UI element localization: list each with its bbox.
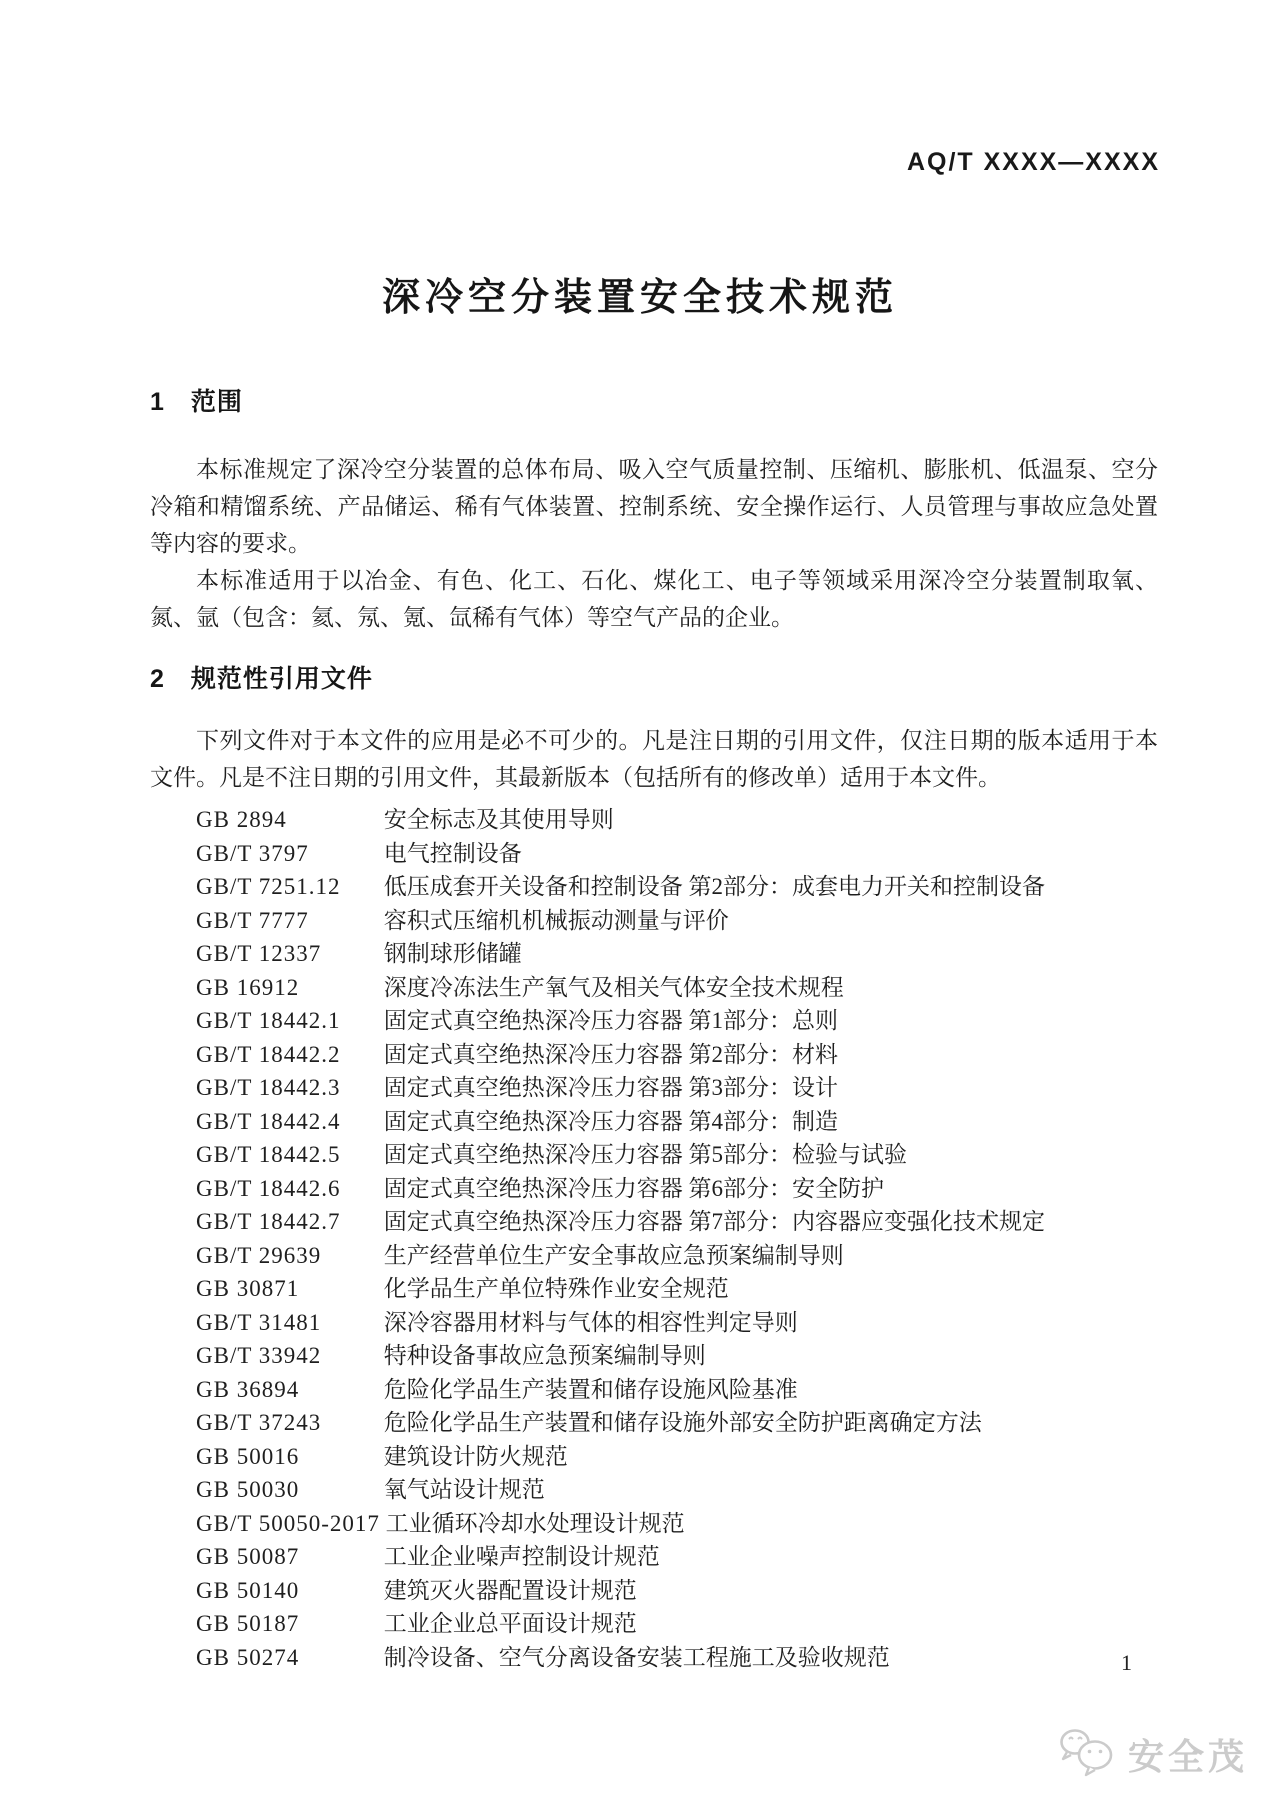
reference-code: GB 2894	[196, 807, 287, 832]
reference-item	[196, 1172, 1158, 1206]
reference-code: GB/T 12337	[196, 941, 322, 966]
reference-item	[196, 837, 1158, 871]
reference-code: GB/T 50050-2017	[196, 1510, 380, 1536]
reference-item	[196, 1239, 1158, 1273]
reference-code: GB 50187	[196, 1611, 300, 1636]
reference-item	[196, 937, 1158, 971]
section-2-heading	[150, 663, 1158, 695]
reference-title: 固定式真空绝热深冷压力容器 第1部分：总则	[383, 1008, 838, 1033]
reference-code: GB/T 18442.6	[196, 1175, 341, 1201]
reference-code: GB/T 18442.1	[196, 1008, 341, 1033]
reference-code: GB 50140	[196, 1577, 300, 1603]
document-body	[150, 386, 1158, 1674]
reference-item	[196, 803, 1158, 837]
reference-title: 特种设备事故应急预案编制导则	[383, 1343, 706, 1368]
reference-item	[196, 1607, 1158, 1641]
wechat-icon	[1056, 1726, 1118, 1783]
reference-item	[196, 1105, 1158, 1139]
reference-item	[196, 1574, 1158, 1608]
reference-item	[196, 1138, 1158, 1172]
reference-title: 危险化学品生产装置和储存设施风险基准	[383, 1376, 798, 1402]
reference-code: GB/T 37243	[196, 1410, 322, 1435]
section-1-heading	[150, 386, 1158, 418]
reference-code: GB/T 31481	[196, 1309, 322, 1335]
reference-title: 工业企业总平面设计规范	[383, 1611, 637, 1636]
reference-code: GB/T 3797	[196, 840, 309, 866]
reference-title: 工业循环冷却水处理设计规范	[385, 1510, 685, 1536]
standard-code: AQ/T XXXX—XXXX	[906, 148, 1160, 176]
reference-code: GB/T 18442.2	[196, 1041, 341, 1067]
reference-title: 化学品生产单位特殊作业安全规范	[383, 1276, 729, 1301]
document-title: 深冷空分装置安全技术规范	[381, 277, 898, 319]
reference-code: GB 30871	[196, 1276, 300, 1301]
reference-code: GB 36894	[196, 1376, 300, 1402]
reference-code: GB/T 18442.7	[196, 1209, 341, 1234]
reference-code: GB/T 18442.4	[196, 1108, 341, 1134]
reference-code: GB 50087	[196, 1544, 300, 1569]
reference-item	[196, 1440, 1158, 1474]
page-number: 1	[1121, 1650, 1132, 1675]
reference-title: 固定式真空绝热深冷压力容器 第4部分：制造	[383, 1108, 838, 1134]
reference-title: 制冷设备、空气分离设备安装工程施工及验收规范	[383, 1644, 890, 1670]
reference-title: 深冷容器用材料与气体的相容性判定导则	[383, 1309, 798, 1335]
reference-title: 工业企业噪声控制设计规范	[383, 1544, 660, 1569]
reference-title: 钢制球形储罐	[383, 941, 522, 966]
reference-title: 容积式压缩机机械振动测量与评价	[383, 907, 729, 933]
reference-item	[196, 870, 1158, 904]
reference-title: 固定式真空绝热深冷压力容器 第2部分：材料	[383, 1041, 838, 1067]
watermark-brand: 安全茂	[1127, 1736, 1248, 1777]
reference-item	[196, 1507, 1158, 1541]
reference-list	[150, 803, 1158, 1674]
reference-item	[196, 1038, 1158, 1072]
watermark	[1056, 1726, 1248, 1783]
section-2-title: 规范性引用文件	[190, 665, 373, 693]
section-2-number: 2	[150, 665, 165, 693]
reference-item	[196, 1306, 1158, 1340]
reference-item	[196, 1004, 1158, 1038]
reference-code: GB 50016	[196, 1443, 300, 1469]
reference-code: GB/T 29639	[196, 1242, 322, 1268]
reference-item	[196, 1339, 1158, 1373]
reference-code: GB/T 7251.12	[196, 874, 341, 899]
reference-code: GB 50030	[196, 1477, 300, 1502]
section-1-title: 范围	[190, 388, 243, 416]
reference-item	[196, 971, 1158, 1005]
reference-title: 氧气站设计规范	[383, 1477, 545, 1502]
reference-title: 固定式真空绝热深冷压力容器 第3部分：设计	[383, 1075, 838, 1100]
reference-item	[196, 1540, 1158, 1574]
reference-title: 建筑灭火器配置设计规范	[383, 1577, 637, 1603]
reference-title: 建筑设计防火规范	[383, 1443, 568, 1469]
reference-code: GB/T 33942	[196, 1343, 322, 1368]
references-intro-paragraph: 下列文件对于本文件的应用是必不可少的。凡是注日期的引用文件，仅注日期的版本适用于本文件。凡是不注日期的引用文件，其最新版本（包括所有的修改单）适用于本文件。	[150, 728, 1158, 790]
reference-code: GB/T 18442.3	[196, 1075, 341, 1100]
reference-title: 固定式真空绝热深冷压力容器 第5部分：检验与试验	[383, 1142, 907, 1167]
reference-code: GB 50274	[196, 1644, 300, 1670]
reference-code: GB 16912	[196, 974, 300, 1000]
reference-title: 安全标志及其使用导则	[383, 807, 614, 832]
reference-item	[196, 1473, 1158, 1507]
reference-title: 固定式真空绝热深冷压力容器 第7部分：内容器应变强化技术规定	[383, 1209, 1045, 1234]
reference-title: 低压成套开关设备和控制设备 第2部分：成套电力开关和控制设备	[383, 874, 1045, 899]
reference-item	[196, 1373, 1158, 1407]
reference-title: 固定式真空绝热深冷压力容器 第6部分：安全防护	[383, 1175, 884, 1201]
reference-item	[196, 1071, 1158, 1105]
reference-item	[196, 1272, 1158, 1306]
reference-item	[196, 1406, 1158, 1440]
reference-item	[196, 1641, 1158, 1675]
reference-item	[196, 1205, 1158, 1239]
reference-item	[196, 904, 1158, 938]
reference-title: 电气控制设备	[383, 840, 522, 866]
scope-paragraph-1: 本标准规定了深冷空分装置的总体布局、吸入空气质量控制、压缩机、膨胀机、低温泵、空分冷箱和精馏系统、产品储运、稀有气体装置、控制系统、安全操作运行、人员管理与事故应急处置等内容的要求。	[150, 457, 1158, 556]
reference-code: GB/T 7777	[196, 907, 309, 933]
scope-paragraph-2: 本标准适用于以冶金、有色、化工、石化、煤化工、电子等领域采用深冷空分装置制取氧、氮、氩（包含：氦、氖、氪、氙稀有气体）等空气产品的企业。	[150, 568, 1158, 630]
reference-title: 危险化学品生产装置和储存设施外部安全防护距离确定方法	[383, 1410, 982, 1435]
section-1-number: 1	[150, 388, 165, 416]
reference-code: GB/T 18442.5	[196, 1142, 341, 1167]
reference-title: 深度冷冻法生产氧气及相关气体安全技术规程	[383, 974, 844, 1000]
reference-title: 生产经营单位生产安全事故应急预案编制导则	[383, 1242, 844, 1268]
